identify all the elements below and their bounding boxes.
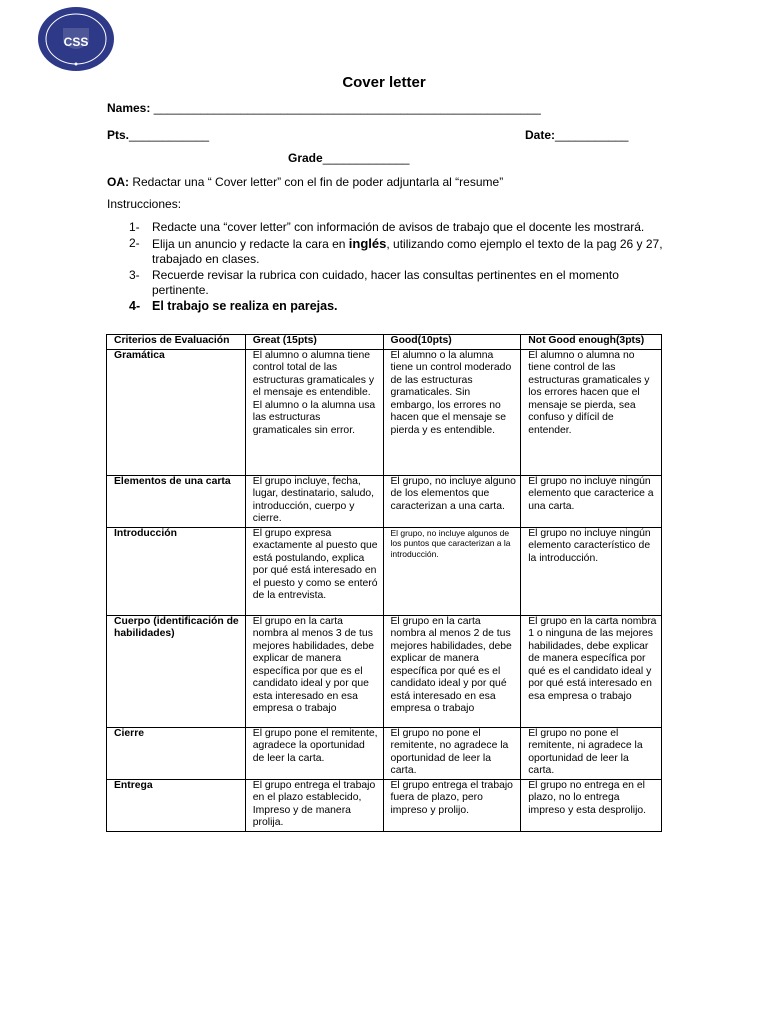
column-header: Not Good enough(3pts) [521,335,662,350]
table-row [107,779,662,831]
instructions-label: Instrucciones: [107,197,182,211]
table-cell: El grupo entrega el trabajo en el plazo establecido, Impreso y de manera prolija. [245,779,383,831]
table-cell: El grupo entrega el trabajo fuera de plazo, pero impreso y prolijo. [383,779,521,831]
criterion-cell: Cierre [107,727,246,779]
criterion-cell: Entrega [107,779,246,831]
table-cell: El grupo no incluye ningún elemento que caracterice a una carta. [521,475,662,527]
table-cell: El grupo en la carta nombra al menos 2 de tus mejores habilidades, debe explicar de manera específica por qué es el candidato ideal y por qué está interesado en esa empresa o trabajo [383,615,521,727]
names-line: Names: __________________________________________________________ [107,101,541,115]
table-row [107,475,662,527]
table-cell: El grupo no incluye ningún elemento característico de la introducción. [521,527,662,615]
table-row [107,727,662,779]
rubric-table [106,334,662,832]
column-header: Criterios de Evaluación [107,335,246,350]
column-header: Good(10pts) [383,335,521,350]
points-field[interactable]: ____________ [129,128,210,142]
table-cell: El grupo, no incluye algunos de los puntos que caracterizan a la introducción. [383,527,521,615]
column-header: Great (15pts) [245,335,383,350]
school-logo [37,6,115,72]
names-field[interactable]: __________________________________________________________ [153,101,541,115]
table-cell: El grupo incluye, fecha, lugar, destinatario, saludo, introducción, cuerpo y cierre. [245,475,383,527]
table-cell: El alumno o alumna tiene control total de las estructuras gramaticales y el mensaje es entendible. El alumno o la alumna usa las estructuras gramaticales sin error. [245,349,383,475]
instruction-step: 3- Recuerde revisar la rubrica con cuidado, hacer las consultas pertinentes en el momento pertinente. [129,268,619,297]
criterion-cell: Introducción [107,527,246,615]
table-cell: El alumno o alumna no tiene control de las estructuras gramaticales y los errores hacen que el mensaje se pierda, sea confuso y difícil de entender. [521,349,662,475]
instructions-list [107,220,667,315]
date-line: Date:___________ [525,128,629,142]
table-cell: El grupo no entrega en el plazo, no lo entrega impreso y esta desprolijo. [521,779,662,831]
table-cell: El grupo pone el remitente, agradece la oportunidad de leer la carta. [245,727,383,779]
instruction-step: 4- El trabajo se realiza en parejas. [129,299,338,313]
table-cell: El grupo en la carta nombra 1 o ninguna de las mejores habilidades, debe explicar de manera específica por qué es el candidato ideal y por qué está interesado en esa empresa o trabajo [521,615,662,727]
points-line: Pts.____________ [107,128,210,142]
criterion-cell: Cuerpo (identificación de habilidades) [107,615,246,727]
objective-line: OA: Redactar una “ Cover letter” con el fin de poder adjuntarla al “resume” [107,175,504,189]
table-cell: El grupo expresa exactamente al puesto que está postulando, explica por qué está interesado en el puesto y como se enteró de la entrevista. [245,527,383,615]
instruction-step: 1- Redacte una “cover letter” con información de avisos de trabajo que el docente les mostrará. [129,220,645,234]
table-cell: El grupo no pone el remitente, ni agradece la oportunidad de leer la carta. [521,727,662,779]
table-row [107,527,662,615]
grade-line: Grade_____________ [288,151,410,165]
instruction-step: 2- Elija un anuncio y redacte la cara en inglés, utilizando como ejemplo el texto de la pag 26 y 27, trabajado en clases. [129,236,663,266]
table-cell: El grupo en la carta nombra al menos 3 de tus mejores habilidades, debe explicar de manera específica por que es el candidato ideal y por que esta interesado en esa empresa o trabajo [245,615,383,727]
page-title: Cover letter [342,74,426,91]
grade-field[interactable]: _____________ [322,151,410,165]
table-cell: El grupo no pone el remitente, no agradece la oportunidad de leer la carta. [383,727,521,779]
table-row [107,349,662,475]
svg-text:CSS: CSS [63,35,89,49]
criterion-cell: Elementos de una carta [107,475,246,527]
table-cell: El grupo, no incluye alguno de los elementos que caracterizan a una carta. [383,475,521,527]
table-header-row [107,335,662,350]
date-field[interactable]: ___________ [555,128,629,142]
table-cell: El alumno o la alumna tiene un control moderado de las estructuras gramaticales. Sin embargo, los errores no hacen que el mensaje se pierda y es entendible. [383,349,521,475]
criterion-cell: Gramática [107,349,246,475]
table-row [107,615,662,727]
